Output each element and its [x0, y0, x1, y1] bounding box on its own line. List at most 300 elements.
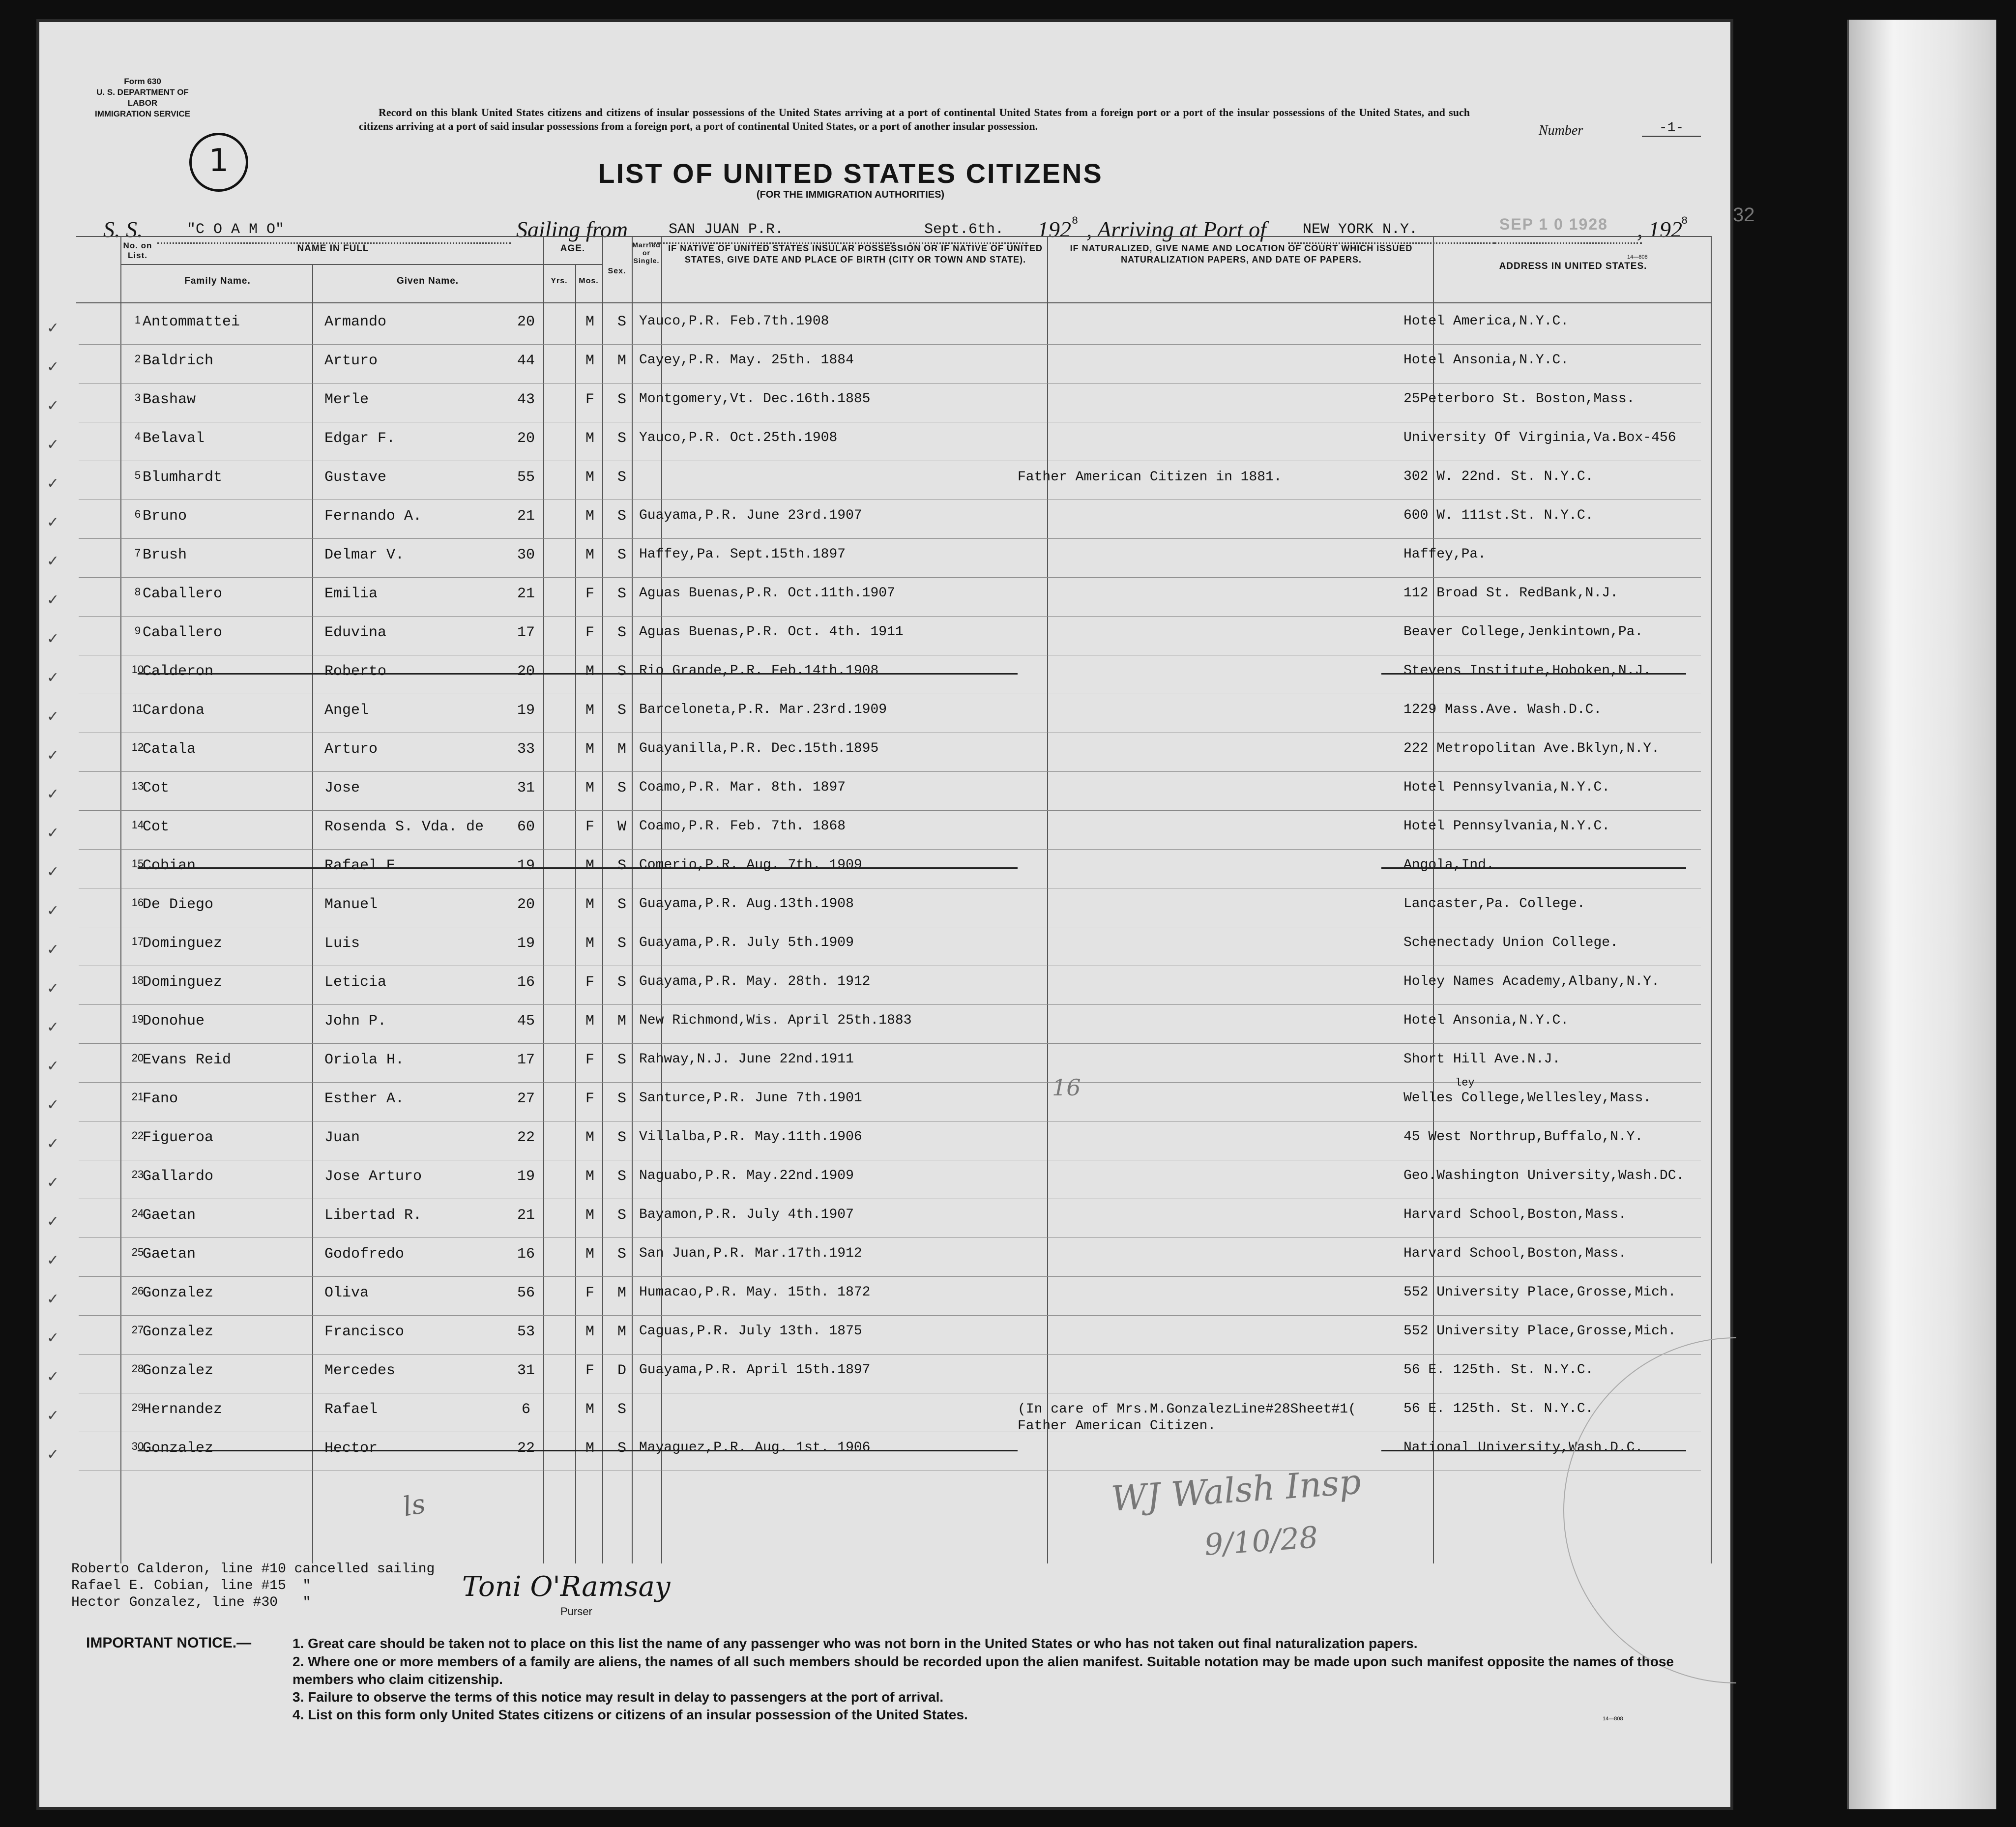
- given-name: Angel: [324, 702, 369, 719]
- row-number: 25: [131, 1246, 144, 1258]
- row-number: 1: [134, 314, 141, 326]
- row-number: 18: [131, 974, 144, 986]
- row-number: 28: [131, 1362, 144, 1375]
- us-address: 552 University Place,Grosse,Mich.: [1403, 1324, 1676, 1339]
- arriving-port: NEW YORK N.Y.: [1303, 221, 1418, 238]
- purser-label: Purser: [560, 1605, 592, 1618]
- check-mark-icon: ✓: [47, 630, 59, 648]
- row-rule: [79, 616, 1701, 617]
- age-years: 17: [517, 624, 535, 641]
- birth-place-date: Aguas Buenas,P.R. Oct.11th.1907: [639, 586, 895, 601]
- family-name: Gonzalez: [143, 1324, 214, 1340]
- marital-status: S: [617, 547, 626, 563]
- birth-place-date: Haffey,Pa. Sept.15th.1897: [639, 547, 846, 562]
- birth-place-date: Guayama,P.R. Aug.13th.1908: [639, 896, 854, 912]
- row-number: 23: [131, 1168, 144, 1180]
- birth-place-date: Aguas Buenas,P.R. Oct. 4th. 1911: [639, 624, 904, 640]
- age-years: 20: [517, 314, 535, 330]
- us-address: Hotel Pennsylvania,N.Y.C.: [1403, 780, 1610, 795]
- arriving-label: , Arriving at Port of: [1086, 217, 1266, 242]
- row-rule: [79, 771, 1701, 772]
- notice-item-4: 4. List on this form only United States citizens or citizens of an insular possession of the United States.: [292, 1707, 968, 1722]
- col-header-family-name: Family Name.: [184, 276, 251, 286]
- marital-status: M: [617, 353, 626, 369]
- sex: F: [585, 1285, 594, 1301]
- family-name: Caballero: [143, 624, 223, 641]
- inspector-date: 9/10/28: [1203, 1520, 1319, 1562]
- given-name: Gustave: [324, 469, 387, 486]
- us-address: Lancaster,Pa. College.: [1403, 896, 1585, 912]
- row-rule: [79, 344, 1701, 345]
- check-mark-icon: ✓: [47, 1368, 59, 1385]
- row-number: 15: [131, 857, 144, 870]
- naturalization: (In care of Mrs.M.GonzalezLine#28Sheet#1( Father American Citizen.: [1018, 1402, 1356, 1434]
- family-name: Cardona: [143, 702, 205, 719]
- check-mark-icon: ✓: [47, 1019, 59, 1036]
- given-name: Luis: [324, 935, 360, 952]
- family-name: Cot: [143, 819, 170, 835]
- family-name: Gonzalez: [143, 1440, 214, 1457]
- birth-place-date: Guayama,P.R. July 5th.1909: [639, 935, 854, 950]
- year1-label: 192: [1037, 217, 1071, 242]
- row-number: 10: [131, 663, 144, 676]
- family-name: Blumhardt: [143, 469, 223, 486]
- check-mark-icon: ✓: [47, 397, 59, 414]
- number-label: Number: [1539, 123, 1583, 138]
- page-stack-edge: [1847, 20, 1996, 1809]
- family-name: Dominguez: [143, 974, 223, 991]
- check-mark-icon: ✓: [47, 1291, 59, 1308]
- birth-place-date: Guayama,P.R. April 15th.1897: [639, 1362, 871, 1378]
- row-number: 3: [134, 391, 141, 404]
- row-rule: [79, 1276, 1701, 1277]
- marital-status: S: [617, 663, 626, 680]
- sex: M: [585, 353, 594, 369]
- initials-mark: ls: [400, 1488, 428, 1523]
- col-header-no: No. on List.: [123, 241, 152, 260]
- given-name: Oriola H.: [324, 1052, 405, 1068]
- print-code: 14—808: [1627, 254, 1648, 260]
- row-number: 14: [131, 819, 144, 831]
- family-name: Hernandez: [143, 1401, 223, 1418]
- row-number: 6: [134, 508, 141, 520]
- us-address: Hotel America,N.Y.C.: [1403, 314, 1569, 329]
- marital-status: S: [617, 1246, 626, 1263]
- family-name: Fano: [143, 1090, 178, 1107]
- marital-status: M: [617, 1285, 626, 1301]
- sailing-date: Sept.6th.: [924, 221, 1004, 238]
- strikethrough-line: [138, 673, 1018, 675]
- sex: M: [585, 857, 594, 874]
- age-years: 21: [517, 1207, 535, 1224]
- us-address: Haffey,Pa.: [1403, 547, 1487, 562]
- sex: F: [585, 1090, 594, 1107]
- family-name: Baldrich: [143, 353, 214, 369]
- col-header-age: AGE.: [560, 243, 585, 254]
- check-mark-icon: ✓: [47, 941, 59, 958]
- marital-status: S: [617, 1440, 626, 1457]
- given-name: Hector: [324, 1440, 378, 1457]
- sex: F: [585, 586, 594, 602]
- given-name: Jose: [324, 780, 360, 796]
- family-name: Gallardo: [143, 1168, 214, 1185]
- notice-item-3: 3. Failure to observe the terms of this notice may result in delay to passengers at the port of arrival.: [292, 1689, 944, 1705]
- age-years: 60: [517, 819, 535, 835]
- birth-place-date: Bayamon,P.R. July 4th.1907: [639, 1207, 854, 1222]
- us-address: 552 University Place,Grosse,Mich.: [1403, 1285, 1676, 1300]
- row-number: 9: [134, 624, 141, 637]
- family-name: Gonzalez: [143, 1285, 214, 1301]
- check-mark-icon: ✓: [47, 1213, 59, 1230]
- row-rule: [79, 577, 1701, 578]
- row-rule: [79, 1315, 1701, 1316]
- sex: M: [585, 508, 594, 525]
- given-name: Fernando A.: [324, 508, 422, 525]
- sex: M: [585, 896, 594, 913]
- row-number: 2: [134, 353, 141, 365]
- record-instructions: Record on this blank United States citizens and citizens of insular possessions of the United States arriving at a port of continental United States from a foreign port or a port of the insular possessions of the United States, and such citizens arriving at a port of said insular possessions from a foreign port, a port of continental United States, or a port of another insular possession.: [359, 106, 1470, 132]
- us-address: 45 West Northrup,Buffalo,N.Y.: [1403, 1129, 1643, 1145]
- birth-place-date: Naguabo,P.R. May.22nd.1909: [639, 1168, 854, 1183]
- row-number: 13: [131, 780, 144, 792]
- us-address: 302 W. 22nd. St. N.Y.C.: [1403, 469, 1594, 484]
- row-number: 17: [131, 935, 144, 947]
- marital-status: S: [617, 780, 626, 796]
- family-name: Dominguez: [143, 935, 223, 952]
- page-subtitle: (FOR THE IMMIGRATION AUTHORITIES): [756, 189, 945, 200]
- row-rule: [79, 538, 1701, 539]
- us-address: Geo.Washington University,Wash.DC.: [1403, 1168, 1685, 1183]
- year1-digit: 8: [1072, 215, 1079, 227]
- age-years: 53: [517, 1324, 535, 1340]
- age-years: 20: [517, 896, 535, 913]
- birth-place-date: Rahway,N.J. June 22nd.1911: [639, 1052, 854, 1067]
- us-address: Holey Names Academy,Albany,N.Y.: [1403, 974, 1660, 989]
- family-name: Caballero: [143, 586, 223, 602]
- sailing-from-label: Sailing from: [516, 217, 628, 242]
- given-name: Eduvina: [324, 624, 387, 641]
- us-address: Angola,Ind.: [1403, 857, 1494, 873]
- sex: F: [585, 1362, 594, 1379]
- check-mark-icon: ✓: [47, 863, 59, 881]
- us-address: University Of Virginia,Va.Box-456: [1403, 430, 1676, 445]
- sex: M: [585, 663, 594, 680]
- given-name: Merle: [324, 391, 369, 408]
- marital-status: S: [617, 430, 626, 447]
- check-mark-icon: ✓: [47, 786, 59, 803]
- us-address: 112 Broad St. RedBank,N.J.: [1403, 586, 1618, 601]
- given-name: Arturo: [324, 741, 378, 758]
- us-address: National University,Wash.D.C.: [1403, 1440, 1643, 1455]
- row-number: 20: [131, 1052, 144, 1064]
- family-name: Bruno: [143, 508, 187, 525]
- col-header-married-single: Married or Single.: [632, 241, 661, 265]
- age-years: 33: [517, 741, 535, 758]
- marital-status: S: [617, 974, 626, 991]
- row-number: 22: [131, 1129, 144, 1142]
- given-name: Oliva: [324, 1285, 369, 1301]
- family-name: Gaetan: [143, 1246, 196, 1263]
- us-address: 222 Metropolitan Ave.Bklyn,N.Y.: [1403, 741, 1660, 756]
- year2-digit: 8: [1681, 215, 1688, 227]
- check-mark-icon: ✓: [47, 1135, 59, 1152]
- family-name: Belaval: [143, 430, 205, 447]
- given-name: Rosenda S. Vda. de: [324, 819, 484, 835]
- age-years: 6: [521, 1401, 530, 1418]
- check-mark-icon: ✓: [47, 1174, 59, 1191]
- sex: F: [585, 1052, 594, 1068]
- birth-place-date: Guayanilla,P.R. Dec.15th.1895: [639, 741, 879, 756]
- sex: M: [585, 1246, 594, 1263]
- col-header-yrs: Yrs.: [551, 277, 568, 285]
- marital-status: S: [617, 469, 626, 486]
- check-mark-icon: ✓: [47, 825, 59, 842]
- us-address: 1229 Mass.Ave. Wash.D.C.: [1403, 702, 1602, 717]
- given-name: Esther A.: [324, 1090, 405, 1107]
- us-address: Schenectady Union College.: [1403, 935, 1618, 950]
- row-rule: [79, 810, 1701, 811]
- check-mark-icon: ✓: [47, 436, 59, 453]
- check-mark-icon: ✓: [47, 669, 59, 686]
- age-years: 16: [517, 1246, 535, 1263]
- row-number: 16: [131, 896, 144, 909]
- us-address: 56 E. 125th. St. N.Y.C.: [1403, 1401, 1594, 1416]
- sex: M: [585, 1013, 594, 1030]
- age-years: 17: [517, 1052, 535, 1068]
- family-name: Cot: [143, 780, 170, 796]
- year2-label: , 192: [1637, 217, 1682, 242]
- strikethrough-line: [1381, 867, 1686, 869]
- marital-status: S: [617, 586, 626, 602]
- row-number: 27: [131, 1324, 144, 1336]
- us-address: Harvard School,Boston,Mass.: [1403, 1246, 1627, 1261]
- given-name: John P.: [324, 1013, 387, 1030]
- ss-label: S. S.: [103, 217, 143, 242]
- given-name: Arturo: [324, 353, 378, 369]
- family-name: Figueroa: [143, 1129, 214, 1146]
- sex: F: [585, 819, 594, 835]
- family-name: Brush: [143, 547, 187, 563]
- birth-place-date: Coamo,P.R. Feb. 7th. 1868: [639, 819, 846, 834]
- age-years: 30: [517, 547, 535, 563]
- sex: M: [585, 314, 594, 330]
- check-mark-icon: ✓: [47, 747, 59, 764]
- check-mark-icon: ✓: [47, 708, 59, 725]
- row-number: 4: [134, 430, 141, 442]
- birth-place-date: Comerio,P.R. Aug. 7th. 1909: [639, 857, 862, 873]
- col-header-sex: Sex.: [608, 267, 626, 275]
- age-years: 19: [517, 935, 535, 952]
- cancellation-notes: Roberto Calderon, line #10 cancelled sailing Rafael E. Cobian, line #15 " Hector Gonzalez, line #30 ": [71, 1562, 435, 1610]
- family-name: Donohue: [143, 1013, 205, 1030]
- sex: M: [585, 1324, 594, 1340]
- ship-name: "C O A M O": [187, 221, 285, 238]
- given-name: Emilia: [324, 586, 378, 602]
- given-name: Delmar V.: [324, 547, 405, 563]
- sex: M: [585, 1401, 594, 1418]
- check-mark-icon: ✓: [47, 1252, 59, 1269]
- row-number: 30: [131, 1440, 144, 1452]
- sex: M: [585, 1440, 594, 1457]
- sex: M: [585, 1207, 594, 1224]
- check-mark-icon: ✓: [47, 1407, 59, 1424]
- sailing-from: SAN JUAN P.R.: [669, 221, 784, 238]
- given-name: Roberto: [324, 663, 387, 680]
- notice-item-2: 2. Where one or more members of a family are aliens, the names of all such members should be recorded upon the alien manifest. Suitable notation may be made upon such manifest opposite the names of those members who claim citizenship.: [292, 1654, 1674, 1687]
- age-years: 19: [517, 1168, 535, 1185]
- age-years: 20: [517, 430, 535, 447]
- given-name: Jose Arturo: [324, 1168, 422, 1185]
- row-number: 7: [134, 547, 141, 559]
- family-name: Gonzalez: [143, 1362, 214, 1379]
- col-header-birth: IF NATIVE OF UNITED STATES INSULAR POSSESSION OR IF NATIVE OF UNITED STATES, GIVE DATE AND PLACE OF BIRTH (CITY OR TOWN AND STATE).: [668, 243, 1043, 265]
- age-years: 22: [517, 1440, 535, 1457]
- address-insertion: ley: [1455, 1077, 1475, 1089]
- given-name: Mercedes: [324, 1362, 396, 1379]
- row-number: 19: [131, 1013, 144, 1025]
- birth-place-date: Guayama,P.R. June 23rd.1907: [639, 508, 862, 523]
- birth-place-date: Coamo,P.R. Mar. 8th. 1897: [639, 780, 846, 795]
- strikethrough-line: [138, 1450, 1018, 1451]
- sex: M: [585, 1168, 594, 1185]
- age-years: 45: [517, 1013, 535, 1030]
- us-address: 600 W. 111st.St. N.Y.C.: [1403, 508, 1594, 523]
- us-address: Hotel Pennsylvania,N.Y.C.: [1403, 819, 1610, 834]
- purser-signature: Toni O'Ramsay: [462, 1571, 671, 1603]
- naturalization: Father American Citizen in 1881.: [1018, 470, 1282, 485]
- sex: F: [585, 391, 594, 408]
- row-rule: [79, 1004, 1701, 1005]
- given-name: Manuel: [324, 896, 378, 913]
- col-header-given-name: Given Name.: [396, 276, 459, 286]
- check-mark-icon: ✓: [47, 1446, 59, 1463]
- us-address: 56 E. 125th. St. N.Y.C.: [1403, 1362, 1594, 1378]
- row-rule: [79, 1354, 1701, 1355]
- age-years: 19: [517, 702, 535, 719]
- sex: M: [585, 935, 594, 952]
- marital-status: S: [617, 1168, 626, 1185]
- us-address: Stevens Institute,Hoboken,N.J.: [1403, 663, 1652, 678]
- given-name: Edgar F.: [324, 430, 396, 447]
- us-address: Short Hill Ave.N.J.: [1403, 1052, 1561, 1067]
- marital-status: D: [617, 1362, 626, 1379]
- check-mark-icon: ✓: [47, 591, 59, 609]
- sex: M: [585, 547, 594, 563]
- check-mark-icon: ✓: [47, 1096, 59, 1114]
- row-number: 12: [131, 741, 144, 753]
- marital-status: S: [617, 1090, 626, 1107]
- given-name: Leticia: [324, 974, 387, 991]
- marital-status: W: [617, 819, 626, 835]
- family-name: Gaetan: [143, 1207, 196, 1224]
- given-name: Rafael E.: [324, 857, 405, 874]
- birth-place-date: Mayaguez,P.R. Aug. 1st. 1906: [639, 1440, 871, 1455]
- age-years: 55: [517, 469, 535, 486]
- notice-item-1: 1. Great care should be taken not to place on this list the name of any passenger who was not born in the United States or who has not taken out final naturalization papers.: [292, 1636, 1418, 1651]
- family-name: Catala: [143, 741, 196, 758]
- given-name: Armando: [324, 314, 387, 330]
- sex: M: [585, 741, 594, 758]
- birth-place-date: Yauco,P.R. Oct.25th.1908: [639, 430, 838, 445]
- row-number: 29: [131, 1401, 144, 1414]
- sex: F: [585, 974, 594, 991]
- family-name: Evans Reid: [143, 1052, 232, 1068]
- marital-status: S: [617, 508, 626, 525]
- age-years: 31: [517, 780, 535, 796]
- family-name: Bashaw: [143, 391, 196, 408]
- check-mark-icon: ✓: [47, 514, 59, 531]
- birth-place-date: Montgomery,Vt. Dec.16th.1885: [639, 391, 871, 407]
- marital-status: S: [617, 1129, 626, 1146]
- marital-status: M: [617, 1013, 626, 1030]
- marital-status: S: [617, 1052, 626, 1068]
- sex: M: [585, 702, 594, 719]
- col-header-address: ADDRESS IN UNITED STATES.: [1499, 261, 1647, 271]
- row-number: 11: [132, 702, 144, 714]
- marital-status: S: [617, 935, 626, 952]
- arrival-date-stamp: SEP 1 0 1928: [1499, 215, 1608, 233]
- birth-place-date: Caguas,P.R. July 13th. 1875: [639, 1324, 862, 1339]
- age-years: 43: [517, 391, 535, 408]
- birth-place-date: Yauco,P.R. Feb.7th.1908: [639, 314, 829, 329]
- strikethrough-line: [138, 867, 1018, 869]
- sex: F: [585, 624, 594, 641]
- row-number: 24: [131, 1207, 144, 1219]
- circled-sheet-number: 1: [189, 133, 248, 192]
- birth-place-date: Rio Grande,P.R. Feb.14th.1908: [639, 663, 879, 678]
- strikethrough-line: [1381, 673, 1686, 675]
- given-name: Juan: [324, 1129, 360, 1146]
- important-notice-label: IMPORTANT NOTICE.—: [86, 1635, 252, 1651]
- given-name: Rafael: [324, 1401, 378, 1418]
- bottom-print-code: 14—808: [1603, 1716, 1623, 1722]
- family-name: Cobian: [143, 857, 196, 874]
- birth-place-date: Santurce,P.R. June 7th.1901: [639, 1090, 862, 1106]
- page-title: LIST OF UNITED STATES CITIZENS: [598, 158, 1103, 189]
- sex: M: [585, 1129, 594, 1146]
- inspector-signature: WJ Walsh Insp: [1110, 1461, 1363, 1519]
- given-name: Godofredo: [324, 1246, 405, 1263]
- given-name: Francisco: [324, 1324, 405, 1340]
- birth-place-date: San Juan,P.R. Mar.17th.1912: [639, 1246, 862, 1261]
- us-address: 25Peterboro St. Boston,Mass.: [1403, 391, 1635, 407]
- birth-place-date: Barceloneta,P.R. Mar.23rd.1909: [639, 702, 887, 717]
- age-years: 22: [517, 1129, 535, 1146]
- family-name: Antommattei: [143, 314, 240, 330]
- row-number: 5: [134, 469, 141, 481]
- birth-place-date: Humacao,P.R. May. 15th. 1872: [639, 1285, 871, 1300]
- birth-place-date: New Richmond,Wis. April 25th.1883: [639, 1013, 912, 1028]
- form-identifier: Form 630 U. S. DEPARTMENT OF LABOR IMMIGRATION SERVICE: [95, 77, 190, 118]
- age-years: 31: [517, 1362, 535, 1379]
- row-number: 26: [131, 1285, 144, 1297]
- marital-status: S: [617, 391, 626, 408]
- marital-status: S: [617, 1401, 626, 1418]
- row-rule: [79, 849, 1701, 850]
- birth-place-date: Guayama,P.R. May. 28th. 1912: [639, 974, 871, 989]
- marital-status: M: [617, 1324, 626, 1340]
- age-years: 44: [517, 353, 535, 369]
- col-header-mos: Mos.: [579, 277, 599, 285]
- check-mark-icon: ✓: [47, 320, 59, 337]
- check-mark-icon: ✓: [47, 1329, 59, 1347]
- age-years: 21: [517, 508, 535, 525]
- age-years: 19: [517, 857, 535, 874]
- page-number: 32: [1733, 204, 1755, 226]
- sex: M: [585, 469, 594, 486]
- sex: M: [585, 780, 594, 796]
- given-name: Libertad R.: [324, 1207, 422, 1224]
